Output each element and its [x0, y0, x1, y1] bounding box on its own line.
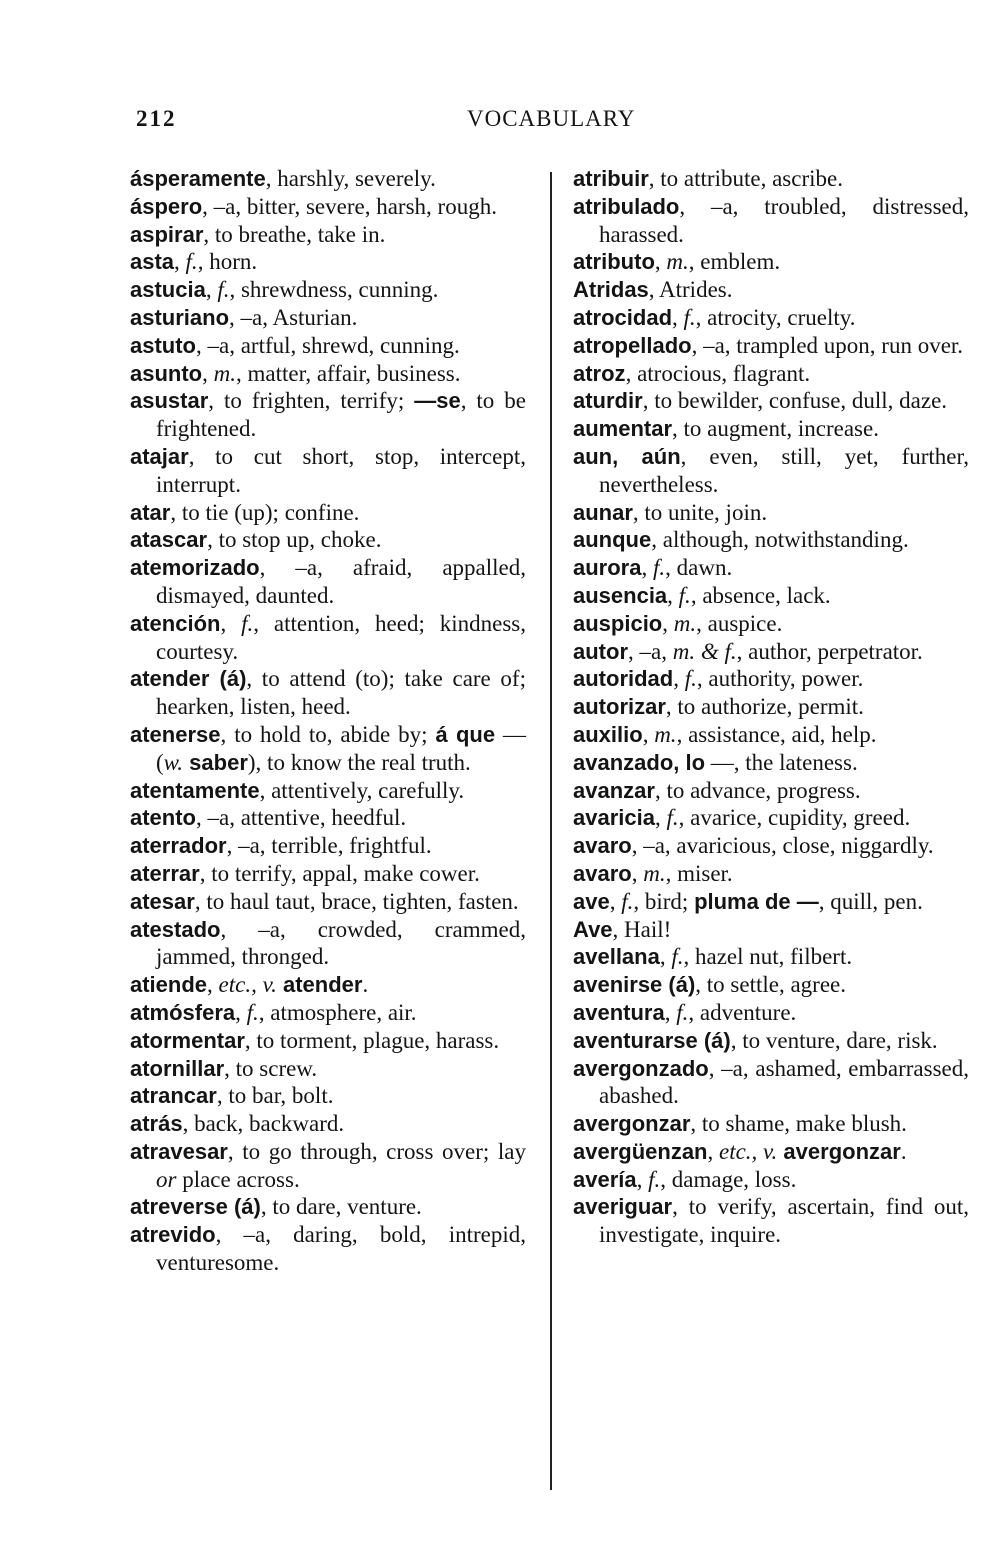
definition-text: ,	[659, 944, 672, 970]
vocab-entry	[130, 554, 526, 610]
grammar-note: f.	[684, 666, 697, 692]
vocab-entry	[573, 248, 969, 276]
vocab-entry	[130, 804, 526, 832]
definition-text: , auspice.	[696, 610, 783, 636]
headword: asta	[130, 249, 175, 275]
definition-text: ,	[707, 1138, 719, 1164]
vocab-entry	[573, 1138, 969, 1166]
headword: auxilio	[573, 721, 643, 747]
vocab-entry	[130, 777, 526, 805]
definition-text: , –a, Asturian.	[229, 304, 358, 330]
headword: atentamente	[130, 777, 260, 803]
definition-text: , matter, affair, business.	[236, 360, 461, 386]
definition-text: , shrewdness, cunning.	[229, 277, 439, 303]
vocab-entry	[573, 610, 969, 638]
definition-text: , to unite, join.	[632, 499, 768, 525]
right-column	[573, 165, 969, 1249]
vocab-entry	[573, 415, 969, 443]
headword: atender (á)	[130, 666, 247, 692]
definition-text: , damage, loss.	[660, 1166, 797, 1192]
headword: aurora	[573, 555, 642, 581]
column-divider	[550, 172, 552, 1490]
headword: Ave	[573, 916, 613, 942]
headword: atreverse (á)	[130, 1194, 261, 1220]
vocab-entry	[573, 193, 969, 249]
definition-text: ,	[636, 1166, 649, 1192]
definition-text: ,	[642, 721, 655, 747]
vocab-entry	[130, 1082, 526, 1110]
definition-text: , –a, attentive, heedful.	[196, 805, 407, 831]
definition-text: , –a, trampled upon, run over.	[691, 332, 964, 358]
definition-text: , horn.	[197, 249, 258, 275]
vocab-entry	[130, 1055, 526, 1083]
definition-text: , –a, bitter, severe, harsh, rough.	[202, 193, 497, 219]
vocab-entry	[130, 332, 526, 360]
definition-text: , to bar, bolt.	[216, 1083, 334, 1109]
grammar-note: f.	[676, 999, 689, 1025]
grammar-note: w.	[163, 749, 184, 775]
definition-text: , atrocious, flagrant.	[625, 360, 811, 386]
vocab-entry	[130, 304, 526, 332]
headword: autor	[573, 638, 628, 664]
vocab-entry	[130, 443, 526, 499]
definition-text: , to attribute, ascribe.	[648, 166, 843, 191]
definition-text: , hazel nut, filbert.	[683, 944, 853, 970]
definition-text: , –a,	[628, 638, 673, 664]
headword: avería	[573, 1166, 637, 1192]
vocab-entry	[130, 1027, 526, 1055]
headword: Atridas	[573, 277, 649, 303]
definition-text: ,	[205, 277, 218, 303]
vocab-entry	[130, 499, 526, 527]
definition-text: , to stop up, choke.	[207, 527, 382, 553]
grammar-note: etc., v.	[218, 972, 277, 998]
headword: avellana	[573, 944, 660, 970]
vocab-entry	[130, 1221, 526, 1277]
definition-text: , to go through, cross over; lay	[227, 1138, 526, 1164]
definition-text: ,	[174, 249, 186, 275]
vocab-entry	[130, 832, 526, 860]
vocab-entry	[573, 638, 969, 666]
vocab-entry	[130, 916, 526, 972]
vocab-entry	[130, 665, 526, 721]
headword: autoridad	[573, 666, 674, 692]
definition-text: , to torment, plague, harass.	[244, 1027, 500, 1053]
vocab-entry	[130, 360, 526, 388]
vocab-entry	[573, 554, 969, 582]
headword: aterrador	[130, 833, 227, 859]
vocab-entry	[573, 499, 969, 527]
definition-text: , attentively, carefully.	[259, 777, 465, 803]
definition-text: —, the lateness.	[705, 749, 858, 775]
page-number: 212	[136, 106, 177, 131]
definition-text: , to bewilder, confuse, dull, daze.	[642, 388, 948, 414]
headword: astuto	[130, 332, 196, 358]
definition-text: ,	[667, 582, 679, 608]
definition-text: ,	[235, 999, 247, 1025]
vocab-entry	[573, 1110, 969, 1138]
grammar-note: m.	[654, 721, 677, 747]
headword: áspero	[130, 193, 203, 219]
definition-text: , –a, artful, shrewd, cunning.	[196, 332, 460, 358]
definition-text: ), to know the real truth.	[247, 749, 471, 775]
vocab-entry	[573, 1055, 969, 1111]
definition-text: , to haul taut, brace, tighten, fasten.	[194, 888, 519, 914]
vocab-entry	[573, 360, 969, 388]
definition-text: , to venture, dare, risk.	[730, 1027, 938, 1053]
vocab-entry	[130, 387, 526, 443]
definition-text: , to advance, progress.	[654, 777, 861, 803]
vocab-entry	[573, 443, 969, 499]
definition-text: , –a, ashamed, embarrassed, abashed.	[599, 1055, 969, 1109]
definition-text: .	[900, 1138, 907, 1164]
grammar-note: f.	[678, 582, 691, 608]
vocab-entry	[130, 248, 526, 276]
definition-text: , to attend (to); take care of; hearken, listen, heed.	[156, 666, 526, 720]
headword: atmósfera	[130, 999, 236, 1025]
definition-text: place across.	[176, 1166, 300, 1192]
headword: autorizar	[573, 694, 666, 720]
headword: asturiano	[130, 304, 230, 330]
definition-text: , –a, daring, bold, intrepid, venturesome.	[156, 1222, 526, 1276]
headword: aun, aún	[573, 443, 681, 469]
definition-text: ,	[654, 249, 667, 275]
definition-text: ,	[673, 666, 685, 692]
headword: avaro	[573, 833, 632, 859]
vocab-entry	[130, 1193, 526, 1221]
vocab-entry	[573, 1027, 969, 1055]
headword: atropellado	[573, 332, 692, 358]
vocab-entry	[573, 749, 969, 777]
grammar-note: f.	[683, 304, 696, 330]
vocab-entry	[130, 610, 526, 666]
definition-text: , to settle, agree.	[695, 972, 847, 998]
vocab-entry	[130, 276, 526, 304]
headword: atenerse	[130, 721, 221, 747]
page-header	[130, 106, 970, 140]
vocab-entry	[573, 332, 969, 360]
headword: avanzado, lo	[573, 749, 706, 775]
vocab-entry	[130, 165, 526, 193]
vocab-entry	[573, 1193, 969, 1249]
definition-text: , to breathe, take in.	[203, 221, 386, 247]
definition-text: , to augment, increase.	[672, 416, 879, 442]
headword: atento	[130, 805, 196, 831]
definition-text: ,	[672, 304, 684, 330]
headword: atrevido	[130, 1222, 216, 1248]
headword: avenirse (á)	[573, 972, 696, 998]
headword: avergonzado	[573, 1055, 709, 1081]
definition-text: ,	[664, 999, 677, 1025]
definition-text: , miser.	[665, 860, 733, 886]
headword: atención	[130, 610, 221, 636]
headword: atajar	[130, 443, 189, 469]
vocab-entry	[573, 999, 969, 1027]
definition-text: , to hold to, abide by;	[220, 721, 436, 747]
grammar-note: m.	[666, 249, 689, 275]
vocab-entry	[573, 1166, 969, 1194]
grammar-note: f.	[185, 249, 198, 275]
grammar-note: f.	[246, 999, 259, 1025]
headword: asustar	[130, 388, 209, 414]
vocab-entry	[573, 165, 969, 193]
headword: astucia	[130, 277, 206, 303]
definition-text: .	[362, 972, 369, 998]
definition-text: , avarice, cupidity, greed.	[678, 805, 911, 831]
headword: atrás	[130, 1111, 183, 1137]
definition-text: , dawn.	[665, 555, 733, 581]
headword: aunque	[573, 527, 652, 553]
headword: atender	[276, 972, 363, 998]
definition-text: , adventure.	[688, 999, 797, 1025]
vocab-entry	[573, 804, 969, 832]
headword: ausencia	[573, 582, 668, 608]
vocab-entry	[573, 721, 969, 749]
grammar-note: f.	[241, 610, 254, 636]
vocab-entry	[573, 665, 969, 693]
definition-text: , attention, heed; kindness, courtesy.	[156, 610, 526, 664]
headword: ásperamente	[130, 166, 266, 191]
definition-text: , to verify, ascertain, find out, investigate, inquire.	[599, 1194, 969, 1248]
grammar-note: m.	[643, 860, 666, 886]
headword: saber	[183, 749, 248, 775]
headword: atormentar	[130, 1027, 245, 1053]
definition-text: , to dare, venture.	[260, 1194, 422, 1220]
headword: aturdir	[573, 388, 643, 414]
definition-text: , emblem.	[688, 249, 781, 275]
headword: atroz	[573, 360, 626, 386]
definition-text: , –a, avaricious, close, niggardly.	[631, 833, 934, 859]
headword: atribuir	[573, 166, 649, 191]
headword: pluma de —	[694, 888, 819, 914]
headword: atemorizado	[130, 555, 260, 581]
vocab-entry	[573, 693, 969, 721]
vocab-entry	[573, 832, 969, 860]
headword: atesar	[130, 888, 195, 914]
definition-text: ,	[220, 610, 242, 636]
vocab-entry	[130, 221, 526, 249]
headword: atribulado	[573, 193, 680, 219]
definition-text: , to be frightened.	[156, 388, 526, 442]
definition-text: , although, notwithstanding.	[651, 527, 909, 553]
definition-text: , to authorize, permit.	[665, 694, 864, 720]
definition-text: , absence, lack.	[690, 582, 831, 608]
definition-text: , Atrides.	[648, 277, 733, 303]
headword: avergonzar	[777, 1138, 901, 1164]
definition-text: , back, backward.	[182, 1111, 345, 1137]
definition-text: , bird;	[633, 888, 695, 914]
definition-text: , –a, troubled, distressed, harassed.	[599, 193, 969, 247]
headword: atestado	[130, 916, 221, 942]
running-title: VOCABULARY	[467, 106, 636, 131]
grammar-note: f.	[648, 1166, 661, 1192]
vocab-entry	[130, 860, 526, 888]
headword: —se	[414, 388, 461, 414]
grammar-note: f.	[217, 277, 230, 303]
headword: atravesar	[130, 1138, 228, 1164]
headword: averiguar	[573, 1194, 673, 1220]
headword: auspicio	[573, 610, 663, 636]
grammar-note: f.	[652, 555, 666, 581]
definition-text: , even, still, yet, further, nevertheless.	[599, 443, 969, 497]
definition-text: , atrocity, cruelty.	[695, 304, 856, 330]
vocab-entry	[573, 971, 969, 999]
vocab-entry	[573, 387, 969, 415]
definition-text: , –a, terrible, frightful.	[226, 833, 432, 859]
headword: ave	[573, 888, 610, 914]
grammar-note: or	[156, 1166, 177, 1192]
grammar-note: f.	[671, 944, 684, 970]
vocab-entry	[130, 999, 526, 1027]
grammar-note: etc., v.	[719, 1138, 778, 1164]
headword: aterrar	[130, 860, 200, 886]
left-column	[130, 165, 526, 1277]
vocab-entry	[573, 777, 969, 805]
vocab-entry	[573, 943, 969, 971]
grammar-note: m.	[213, 360, 236, 386]
vocab-entry	[573, 888, 969, 916]
vocab-entry	[130, 1110, 526, 1138]
grammar-note: m.	[673, 610, 697, 636]
definition-text: , to tie (up); confine.	[170, 499, 360, 525]
definition-text: , to cut short, stop, intercept, interrupt.	[156, 443, 526, 497]
headword: aventura	[573, 999, 665, 1025]
headword: avaro	[573, 860, 632, 886]
headword: asunto	[130, 360, 203, 386]
headword: atributo	[573, 249, 655, 275]
vocab-entry	[573, 276, 969, 304]
definition-text: , assistance, aid, help.	[676, 721, 877, 747]
vocab-entry	[573, 582, 969, 610]
vocab-entry	[130, 193, 526, 221]
definition-text: ,	[202, 360, 214, 386]
vocab-entry	[573, 916, 969, 944]
definition-text: , harshly, severely.	[265, 166, 436, 191]
definition-text: , author, perpetrator.	[736, 638, 923, 664]
headword: atrancar	[130, 1083, 217, 1109]
vocab-entry	[130, 526, 526, 554]
vocab-entry	[130, 721, 526, 777]
definition-text: , quill, pen.	[818, 888, 923, 914]
vocab-entry	[573, 860, 969, 888]
definition-text: , to shame, make blush.	[690, 1111, 907, 1137]
headword: atiende	[130, 972, 208, 998]
definition-text: ,	[662, 610, 674, 636]
grammar-note: f.	[666, 805, 679, 831]
definition-text: ,	[207, 972, 219, 998]
definition-text: , to terrify, appal, make cower.	[199, 860, 480, 886]
definition-text: , –a, afraid, appalled, dismayed, daunted.	[156, 555, 526, 608]
definition-text: , –a, crowded, crammed, jammed, thronged.	[156, 916, 526, 970]
definition-text: , to screw.	[224, 1055, 318, 1081]
headword: avergüenzan	[573, 1138, 708, 1164]
definition-text: , Hail!	[612, 916, 672, 942]
definition-text: ,	[609, 888, 622, 914]
definition-text: ,	[654, 805, 667, 831]
vocab-entry	[573, 304, 969, 332]
definition-text: , to frighten, terrify;	[208, 388, 415, 414]
headword: atar	[130, 499, 171, 525]
headword: atornillar	[130, 1055, 225, 1081]
headword: aumentar	[573, 416, 673, 442]
vocab-entry	[573, 526, 969, 554]
grammar-note: m. & f.	[672, 638, 737, 664]
headword: avergonzar	[573, 1111, 691, 1137]
headword: avanzar	[573, 777, 655, 803]
vocab-entry	[130, 971, 526, 999]
headword: avaricia	[573, 805, 655, 831]
definition-text: ,	[631, 860, 644, 886]
definition-text: , atmosphere, air.	[258, 999, 417, 1025]
definition-text: , authority, power.	[696, 666, 864, 692]
headword: aventurarse (á)	[573, 1027, 731, 1053]
headword: aunar	[573, 499, 633, 525]
headword: atascar	[130, 527, 208, 553]
definition-text: — (	[156, 721, 527, 775]
definition-text: ,	[641, 555, 653, 581]
headword: aspirar	[130, 221, 204, 247]
headword: á que	[435, 721, 496, 747]
vocab-entry	[130, 888, 526, 916]
vocab-entry	[130, 1138, 526, 1194]
headword: atrocidad	[573, 304, 673, 330]
grammar-note: f.	[621, 888, 634, 914]
